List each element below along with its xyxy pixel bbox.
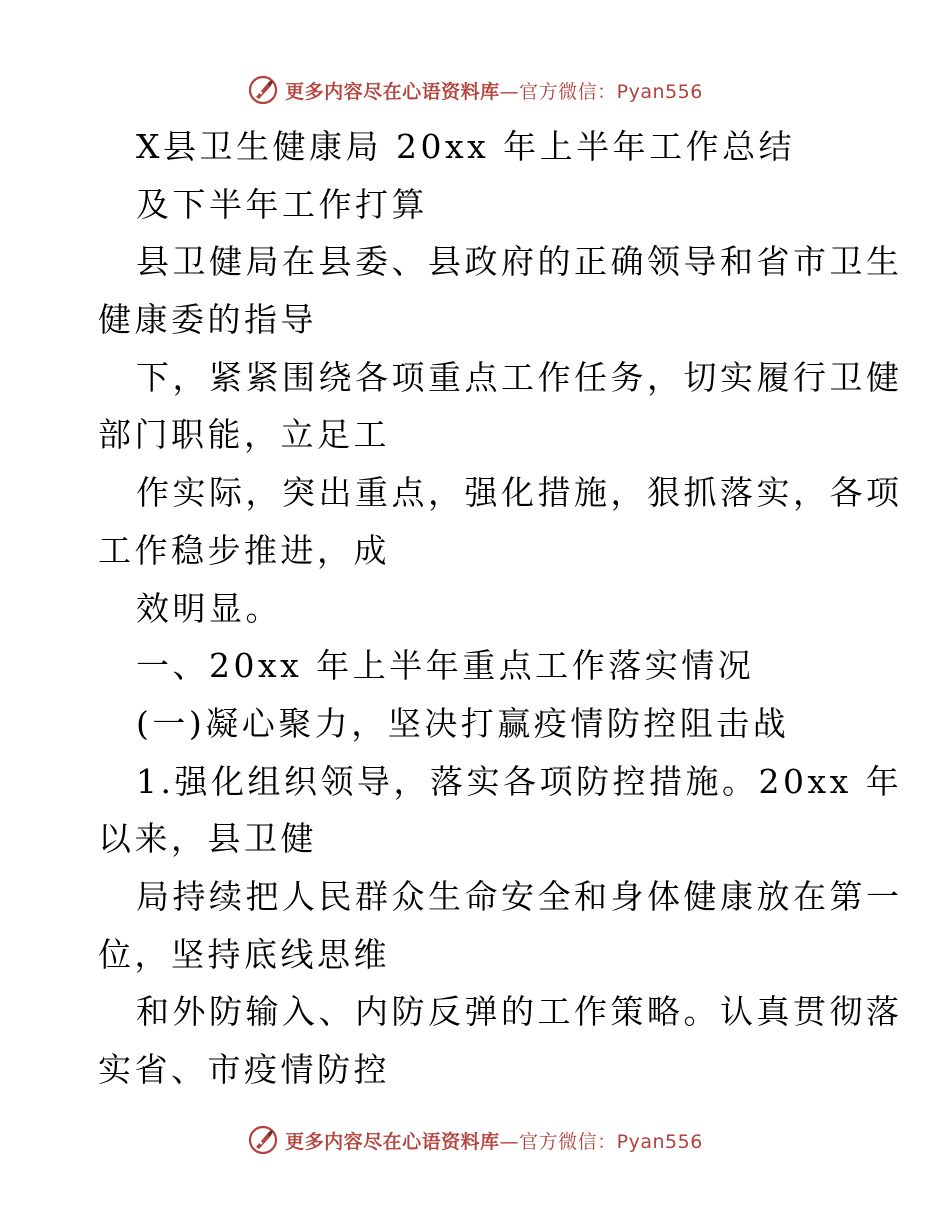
watermark-main-text: 更多内容尽在心语资料库 xyxy=(285,1130,500,1153)
section-heading: 一、20xx 年上半年重点工作落实情况 xyxy=(136,646,755,686)
doc-title-line-1: X县卫生健康局 20xx 年上半年工作总结 xyxy=(136,127,796,166)
paragraph-line: 1.强化组织领导，落实各项防控措施。20xx 年 xyxy=(136,761,903,801)
paragraph-line: 实省、市疫情防控 xyxy=(98,1050,390,1089)
paragraph-line: 县卫健局在县委、县政府的正确领导和省市卫生 xyxy=(136,242,903,282)
paragraph-line: 位，坚持底线思维 xyxy=(98,934,390,974)
pen-nib-logo-icon xyxy=(247,1124,279,1156)
document-body xyxy=(98,118,903,1099)
watermark-contact-text: —官方微信：Pyan556 xyxy=(499,80,703,103)
paragraph-line: 部门职能，立足工 xyxy=(98,415,390,455)
paragraph-line: 下，紧紧围绕各项重点工作任务，切实履行卫健 xyxy=(136,357,903,397)
paragraph-line: 效明显。 xyxy=(136,588,282,628)
header-watermark xyxy=(0,70,950,110)
paragraph-line: 和外防输入、内防反弹的工作策略。认真贯彻落 xyxy=(136,992,903,1032)
paragraph-line: 局持续把人民群众生命安全和身体健康放在第一 xyxy=(136,876,903,916)
paragraph-line: 作实际，突出重点，强化措施，狠抓落实，各项 xyxy=(136,473,903,513)
doc-title-line-2: 及下半年工作打算 xyxy=(136,184,428,224)
footer-watermark xyxy=(0,1120,950,1160)
paragraph-line: 健康委的指导 xyxy=(98,300,317,340)
watermark-main-text: 更多内容尽在心语资料库 xyxy=(285,80,500,103)
paragraph-line: 以来，县卫健 xyxy=(98,819,317,859)
subsection-heading: (一)凝心聚力，坚决打赢疫情防控阻击战 xyxy=(136,703,790,743)
pen-nib-logo-icon xyxy=(247,74,279,106)
watermark-contact-text: —官方微信：Pyan556 xyxy=(499,1130,703,1153)
paragraph-line: 工作稳步推进，成 xyxy=(98,530,390,570)
